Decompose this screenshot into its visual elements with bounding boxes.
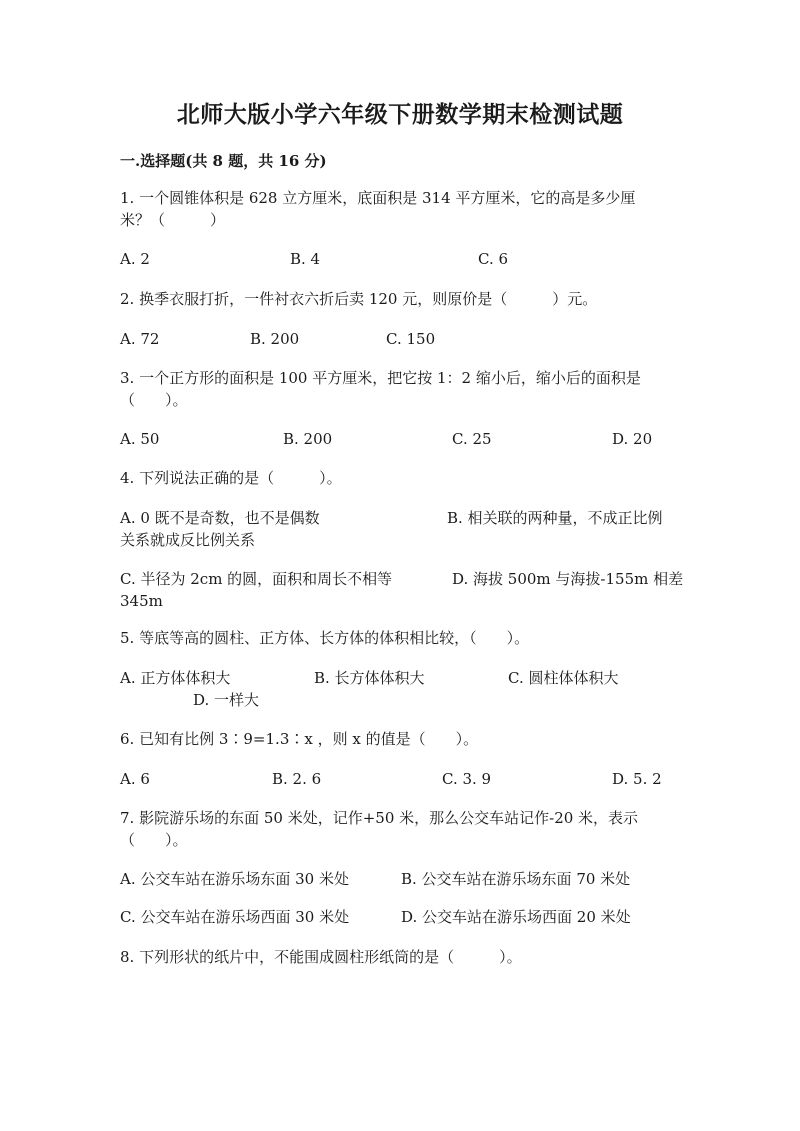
question-7-option-b: B. 公交车站在游乐场东面 70 米处 — [401, 870, 631, 888]
question-1-option-a: A. 2 — [120, 250, 150, 268]
question-5-line-1: 5. 等底等高的圆柱、正方体、长方体的体积相比较，（ ）。 — [120, 629, 530, 647]
question-1-line-1: 1. 一个圆锥体积是 628 立方厘米，底面积是 314 平方厘米，它的高是多少厘 — [120, 189, 636, 207]
question-7-option-c: C. 公交车站在游乐场西面 30 米处 — [120, 908, 350, 926]
question-3-option-d: D. 20 — [612, 430, 653, 448]
question-5-stem — [120, 627, 680, 649]
question-3-stem — [120, 367, 680, 411]
question-7-option-d: D. 公交车站在游乐场西面 20 米处 — [401, 908, 631, 926]
question-6-stem — [120, 728, 680, 750]
question-4-stem — [120, 467, 680, 489]
question-7-stem — [120, 807, 680, 851]
question-6-option-c: C. 3. 9 — [442, 770, 492, 788]
question-1-stem — [120, 187, 680, 231]
question-7-line-2: （ ）。 — [120, 831, 188, 849]
question-2-stem — [120, 288, 680, 310]
question-5-option-d: D. 一样大 — [193, 691, 260, 709]
question-6-line-1: 6. 已知有比例 3∶9=1.3∶x ，则 x 的值是（ ）。 — [120, 730, 479, 748]
question-3-option-c: C. 25 — [452, 430, 492, 448]
question-2-option-c: C. 150 — [386, 330, 436, 348]
question-7-line-1: 7. 影院游乐场的东面 50 米处，记作+50 米，那么公交车站记作-20 米，表示 — [120, 809, 639, 827]
section-heading: 一.选择题(共 8 题，共 16 分) — [120, 152, 327, 170]
question-5-option-a: A. 正方体体积大 — [120, 669, 231, 687]
question-8-stem — [120, 946, 680, 968]
question-8-line-1: 8. 下列形状的纸片中，不能围成圆柱形纸筒的是（ ）。 — [120, 948, 522, 966]
question-3-line-1: 3. 一个正方形的面积是 100 平方厘米，把它按 1：2 缩小后，缩小后的面积是 — [120, 369, 641, 387]
question-4-option-a: A. 0 既不是奇数，也不是偶数 — [120, 509, 320, 527]
question-6-option-d: D. 5. 2 — [612, 770, 662, 788]
question-3-line-2: （ ）。 — [120, 391, 188, 409]
question-7-option-a: A. 公交车站在游乐场东面 30 米处 — [120, 870, 349, 888]
question-6-option-b: B. 2. 6 — [272, 770, 322, 788]
question-4-option-d-continued: 345m — [120, 592, 163, 610]
question-3-option-a: A. 50 — [120, 430, 160, 448]
question-1-option-b: B. 4 — [290, 250, 321, 268]
question-6-option-a: A. 6 — [120, 770, 150, 788]
question-3-option-b: B. 200 — [283, 430, 333, 448]
question-4-option-c: C. 半径为 2cm 的圆，面积和周长不相等 — [120, 570, 393, 588]
question-4-option-d: D. 海拔 500m 与海拔-155m 相差 — [452, 570, 684, 588]
page-title: 北师大版小学六年级下册数学期末检测试题 — [176, 101, 624, 128]
question-1-line-2: 米？（ ） — [120, 211, 226, 229]
question-1-option-c: C. 6 — [478, 250, 509, 268]
question-4-option-b-continued: 关系就成反比例关系 — [120, 531, 256, 549]
question-2-option-a: A. 72 — [120, 330, 160, 348]
question-4-line-1: 4. 下列说法正确的是（ ）。 — [120, 469, 342, 487]
question-2-line-1: 2. 换季衣服打折，一件衬衣六折后卖 120 元，则原价是（ ）元。 — [120, 290, 598, 308]
question-2-option-b: B. 200 — [250, 330, 300, 348]
question-4-option-b: B. 相关联的两种量，不成正比例 — [447, 509, 663, 527]
question-5-option-c: C. 圆柱体体积大 — [508, 669, 619, 687]
question-5-option-b: B. 长方体体积大 — [314, 669, 425, 687]
